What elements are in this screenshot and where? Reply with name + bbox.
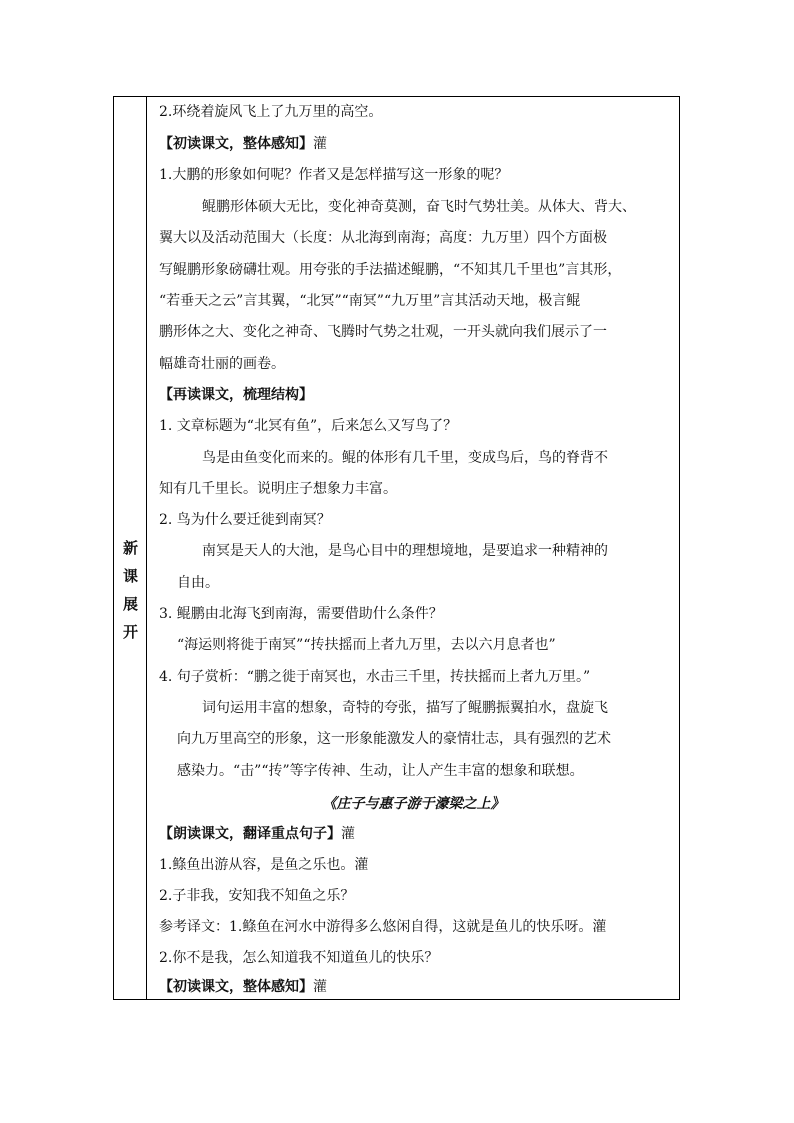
- question: 4. 句子赏析：“鹏之徙于南冥也，水击三千里，抟扶摇而上者九万里。”: [159, 669, 591, 685]
- answer-line: “若垂天之云”言其翼，“北冥”“南冥”“九万里”言其活动天地，极言鲲: [159, 293, 581, 309]
- sentence: 2.子非我，安知我不知鱼之乐？: [159, 888, 355, 904]
- question: 2. 鸟为什么要迁徙到南冥？: [159, 512, 331, 528]
- question: 3. 鲲鹏由北海飞到南海，需要借助什么条件？: [159, 606, 443, 622]
- section-heading: [159, 977, 327, 997]
- question: 1.大鹏的形象如何呢？作者又是怎样描写这一形象的呢？: [159, 167, 509, 183]
- heading-mark: 灌: [313, 136, 327, 152]
- answer-line: “海运则将徙于南冥”“抟扶摇而上者九万里，去以六月息者也”: [177, 637, 556, 653]
- heading-mark: 灌: [313, 979, 327, 995]
- heading-text: 【朗读课文，翻译重点句子】: [159, 826, 341, 842]
- content-cell: [148, 97, 679, 999]
- text-line: 2.环绕着旋风飞上了九万里的高空。: [159, 104, 383, 120]
- answer-line: 鸟是由鱼变化而来的。鲲的体形有几千里，变成鸟后，鸟的脊背不: [202, 450, 608, 466]
- translation: 2.你不是我，怎么知道我不知道鱼儿的快乐？: [159, 950, 439, 966]
- section-heading: 【再读课文，梳理结构】: [159, 387, 313, 403]
- answer-line: 词句运用丰富的想象，奇特的夸张，描写了鲲鹏振翼拍水，盘旋飞: [202, 700, 608, 716]
- answer-line: 自由。: [177, 575, 219, 591]
- heading-text: 【初读课文，整体感知】: [159, 136, 313, 152]
- answer-line: 鲲鹏形体硕大无比，变化神奇莫测，奋飞时气势壮美。从体大、背大、: [202, 199, 636, 215]
- section-label-cell: [114, 97, 147, 999]
- section-label-char: 课: [122, 567, 138, 585]
- section-heading: [159, 134, 327, 154]
- sentence: 1.鲦鱼出游从容，是鱼之乐也。灌: [159, 857, 369, 873]
- answer-line: 鹏形体之大、变化之神奇、飞腾时气势之壮观，一开头就向我们展示了一: [159, 324, 607, 340]
- answer-line: 向九万里高空的形象，这一形象能激发人的豪情壮志，具有强烈的艺术: [177, 731, 611, 747]
- heading-mark: 灌: [341, 826, 355, 842]
- answer-line: 幅雄奇壮丽的画卷。: [159, 356, 285, 372]
- question: 1. 文章标题为“北冥有鱼”，后来怎么又写鸟了？: [159, 418, 458, 434]
- section-label-char: 新: [122, 539, 138, 557]
- section-label-char: 开: [122, 623, 138, 641]
- translation: 参考译文：1.鲦鱼在河水中游得多么悠闲自得，这就是鱼儿的快乐呀。灌: [159, 919, 607, 935]
- answer-line: 感染力。“击”“抟”等字传神、生动，让人产生丰富的想象和联想。: [177, 763, 584, 779]
- answer-line: 知有几千里长。说明庄子想象力丰富。: [159, 481, 397, 497]
- answer-line: 南冥是天人的大池，是鸟心目中的理想境地，是要追求一种精神的: [202, 543, 608, 559]
- section-label-char: 展: [122, 595, 138, 613]
- text-title: 《庄子与惠子游于濠梁之上》: [322, 796, 505, 812]
- answer-line: 写鲲鹏形象磅礴壮观。用夸张的手法描述鲲鹏，“不知其几千里也”言其形，: [159, 262, 622, 278]
- section-heading: [159, 824, 355, 844]
- lesson-table: [113, 96, 680, 1000]
- section-label: [114, 534, 147, 646]
- heading-text: 【初读课文，整体感知】: [159, 979, 313, 995]
- answer-line: 翼大以及活动范围大（长度：从北海到南海；高度：九万里）四个方面极: [159, 230, 607, 246]
